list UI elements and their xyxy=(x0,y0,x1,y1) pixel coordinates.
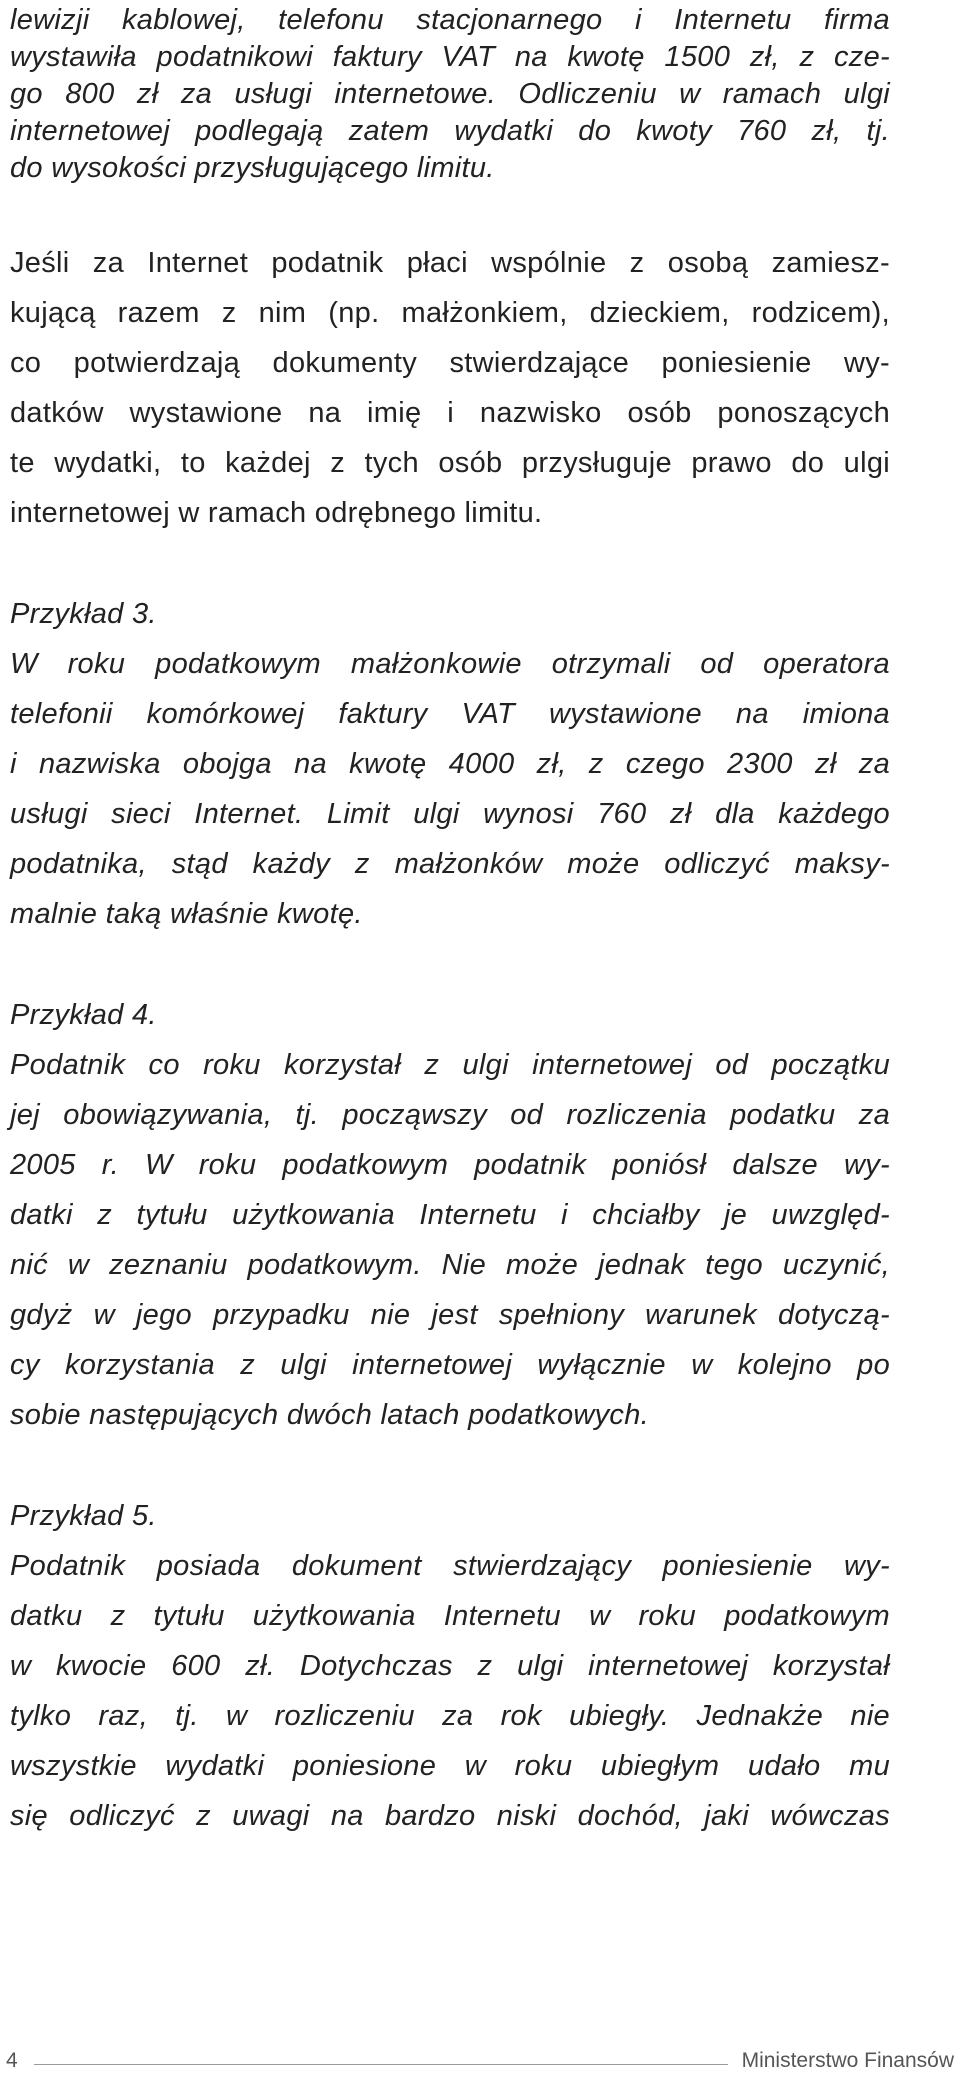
text-line: w kwocie 600 zł. Dotychczas z ulgi internetowej korzystał xyxy=(10,1650,890,1682)
text-line: go 800 zł za usługi internetowe. Odliczeniu w ramach ulgi xyxy=(10,78,890,110)
text-line: się odliczyć z uwagi na bardzo niski dochód, jaki wówczas xyxy=(10,1800,890,1832)
text-line: jej obowiązywania, tj. począwszy od rozliczenia podatku za xyxy=(10,1099,890,1131)
publisher-name: Ministerstwo Finansów xyxy=(741,2049,954,2072)
example-heading: Przykład 3. xyxy=(10,598,157,630)
text-line: te wydatki, to każdej z tych osób przysługuje prawo do ulgi xyxy=(10,447,890,479)
text-line: gdyż w jego przypadku nie jest spełniony warunek dotyczą- xyxy=(10,1299,890,1331)
text-line: telefonii komórkowej faktury VAT wystawione na imiona xyxy=(10,698,890,730)
text-line: cy korzystania z ulgi internetowej wyłącznie w kolejno po xyxy=(10,1349,890,1381)
text-line: datków wystawione na imię i nazwisko osób ponoszących xyxy=(10,397,890,429)
text-line: podatnika, stąd każdy z małżonków może odliczyć maksy- xyxy=(10,848,890,880)
footer-divider xyxy=(34,2064,728,2065)
text-line: tylko raz, tj. w rozliczeniu za rok ubiegły. Jednakże nie xyxy=(10,1700,890,1732)
text-line: datki z tytułu użytkowania Internetu i chciałby je uwzględ- xyxy=(10,1199,890,1231)
text-line: lewizji kablowej, telefonu stacjonarnego i Internetu firma xyxy=(10,4,890,36)
text-line: datku z tytułu użytkowania Internetu w roku podatkowym xyxy=(10,1600,890,1632)
text-line: wystawiła podatnikowi faktury VAT na kwotę 1500 zł, z cze- xyxy=(10,41,890,73)
text-line: i nazwiska obojga na kwotę 4000 zł, z czego 2300 zł za xyxy=(10,748,890,780)
example-heading: Przykład 5. xyxy=(10,1500,157,1532)
text-line: nić w zeznaniu podatkowym. Nie może jednak tego uczynić, xyxy=(10,1249,890,1281)
text-line: internetowej w ramach odrębnego limitu. xyxy=(10,497,543,529)
text-line: internetowej podlegają zatem wydatki do kwoty 760 zł, tj. xyxy=(10,115,890,147)
text-line: Podatnik co roku korzystał z ulgi internetowej od początku xyxy=(10,1049,890,1081)
text-line: co potwierdzają dokumenty stwierdzające poniesienie wy- xyxy=(10,347,890,379)
text-line: W roku podatkowym małżonkowie otrzymali od operatora xyxy=(10,648,890,680)
text-line: do wysokości przysługującego limitu. xyxy=(10,152,495,184)
text-line: usługi sieci Internet. Limit ulgi wynosi 760 zł dla każdego xyxy=(10,798,890,830)
text-line: 2005 r. W roku podatkowym podatnik poniósł dalsze wy- xyxy=(10,1149,890,1181)
text-line: kującą razem z nim (np. małżonkiem, dzieckiem, rodzicem), xyxy=(10,297,890,329)
example-heading: Przykład 4. xyxy=(10,999,157,1031)
text-line: wszystkie wydatki poniesione w roku ubiegłym udało mu xyxy=(10,1750,890,1782)
text-line: sobie następujących dwóch latach podatkowych. xyxy=(10,1399,649,1431)
text-line: malnie taką właśnie kwotę. xyxy=(10,898,363,930)
text-line: Podatnik posiada dokument stwierdzający poniesienie wy- xyxy=(10,1550,890,1582)
text-line: Jeśli za Internet podatnik płaci wspólnie z osobą zamiesz- xyxy=(10,247,890,279)
page-number: 4 xyxy=(6,2049,18,2072)
